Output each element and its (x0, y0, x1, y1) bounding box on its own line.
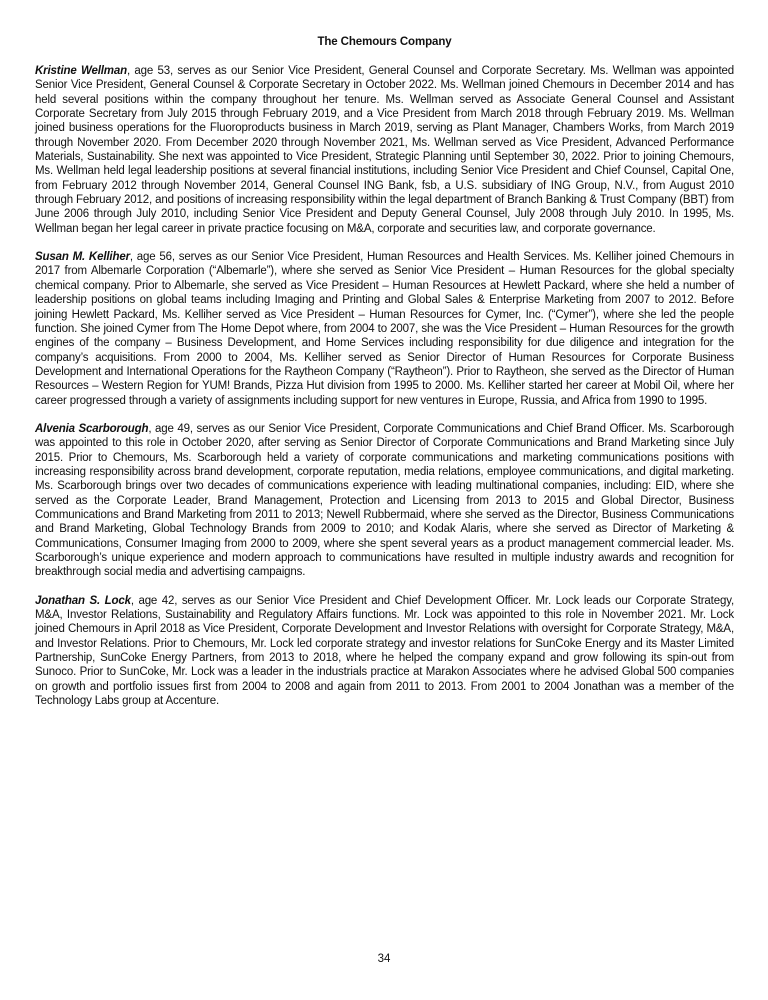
bio-paragraph-scarborough (35, 422, 734, 580)
page-title: The Chemours Company (317, 36, 452, 48)
document-page (35, 36, 734, 722)
bio-text: , age 53, serves as our Senior Vice President, General Counsel and Corporate Secretary. Ms. Wellman was appointed Senior Vice President, General Counsel & Corporate Secretary in October 2022. Ms. Wellman joined Chemours in December 2014 and has held several positions within the company throughout her tenure. Ms. Wellman served as Associate General Counsel and Assistant Corporate Secretary from July 2015 through February 2019, and a Vice President from March 2018 through February 2019. Ms. Wellman joined business operations for the Fluoroproducts business in March 2019, serving as Plant Manager, Chambers Works, from March 2019 through November 2020. From December 2020 through November 2021, Ms. Wellman served as Vice President, Advanced Performance Materials, Sustainability. She next was appointed to Vice President, Strategic Planning until September 30, 2022. Prior to joining Chemours, Ms. Wellman held legal leadership positions at several financial institutions, including Senior Vice President and Chief Counsel, Capital One, from February 2012 through November 2014, General Counsel ING Bank, fsb, a U.S. subsidiary of ING Group, N.V., from August 2010 through February 2012, and positions of increasing responsibility within the legal department of Branch Banking & Trust Company (BBT) from June 2006 through July 2010, including Senior Vice President and Deputy General Counsel, July 2008 through July 2010. In 1995, Ms. Wellman began her legal career in private practice focusing on M&A, corporate and securities law, and corporate governance. (35, 65, 734, 235)
bio-name: Jonathan S. Lock (35, 594, 131, 607)
bio-name: Susan M. Kelliher (35, 251, 130, 264)
bio-text: , age 49, serves as our Senior Vice President, Corporate Communications and Chief Brand Officer. Ms. Scarborough was appointed to this role in October 2020, after serving as Senior Director of Corporate Communications and Brand Marketing since July 2015. Prior to Chemours, Ms. Scarborough held a variety of corporate communications and marketing communications positions with increasing responsibility across brand development, corporate reputation, media relations, employee communications, and digital marketing. Ms. Scarborough brings over two decades of communications experience with leading multinational companies, including: EID, where she served as the Corporate Leader, Brand Management, Protection and Licensing from 2013 to 2015 and Global Director, Business Communications and Brand Marketing from 2011 to 2013; Newell Rubbermaid, where she served as the Director, Business Communications and Brand Marketing, Global Technology Brands from 2009 to 2010; and Kodak Alaris, where she served as Director of Marketing & Communications, Consumer Imaging from 2000 to 2009, where she spent several years as a product management commercial leader. Ms. Scarborough’s unique experience and modern approach to communications have resulted in multiple industry awards and recognition for breakthrough social media and advertising campaigns. (35, 422, 734, 579)
bio-paragraph-wellman (35, 64, 734, 236)
bio-name: Kristine Wellman (35, 65, 128, 77)
bio-paragraph-kelliher (35, 250, 734, 408)
bio-paragraph-lock (35, 594, 734, 709)
bio-text: , age 56, serves as our Senior Vice President, Human Resources and Health Services. Ms. Kelliher joined Chemours in 2017 from Albemarle Corporation (“Albemarle”), where she served as Senior Vice President – Human Resources for the global specialty chemical company. Prior to Albemarle, she served as Vice President – Human Resources at Hewlett Packard, where she held a number of leadership positions on global teams including Imaging and Printing and Global Sales & Enterprise Marketing from 2007 to 2012. Before joining Hewlett Packard, Ms. Kelliher served as Vice President – Human Resources for Cymer, Inc. (“Cymer”), where she led the people function. She joined Cymer from The Home Depot where, from 2004 to 2007, she was the Vice President – Human Resources for the growth engines of the company – Business Development, and Home Services including responsibility for due diligence and integration for the company’s acquisitions. From 2000 to 2004, Ms. Kelliher served as Senior Director of Human Resources for Corporate Business Development and International Operations for the Raytheon Company (“Raytheon”). Prior to Raytheon, she served as the Director of Human Resources – Western Region for YUM! Brands, Pizza Hut division from 1995 to 2000. Ms. Kelliher started her career at Mobil Oil, where her career progressed through a variety of assignments including support for new ventures in Europe, Russia, and Africa from 1990 to 1995. (35, 251, 735, 407)
bio-text: , age 42, serves as our Senior Vice President and Chief Development Officer. Mr. Lock leads our Corporate Strategy, M&A, Investor Relations, Sustainability and Regulatory Affairs functions. Mr. Lock was appointed to this role in November 2021. Mr. Lock joined Chemours in April 2018 as Vice President, Corporate Development and Investor Relations with oversight for Corporate Strategy, M&A, and Investor Relations. Prior to Chemours, Mr. Lock led corporate strategy and investor relations for SunCoke Energy and its Master Limited Partnership, SunCoke Energy Partners, from 2013 to 2018, where he helped the company expand and grow following its spin-out from Sunoco. Prior to SunCoke, Mr. Lock was a leader in the industrials practice at Marakon Associates where he advised Global 500 companies on growth and portfolio issues first from 2004 to 2008 and again from 2011 to 2013. From 2001 to 2004 Jonathan was a member of the Technology Labs group at Accenture. (35, 594, 735, 708)
page-number: 34 (377, 953, 391, 965)
bio-name: Alvenia Scarborough (35, 422, 149, 435)
